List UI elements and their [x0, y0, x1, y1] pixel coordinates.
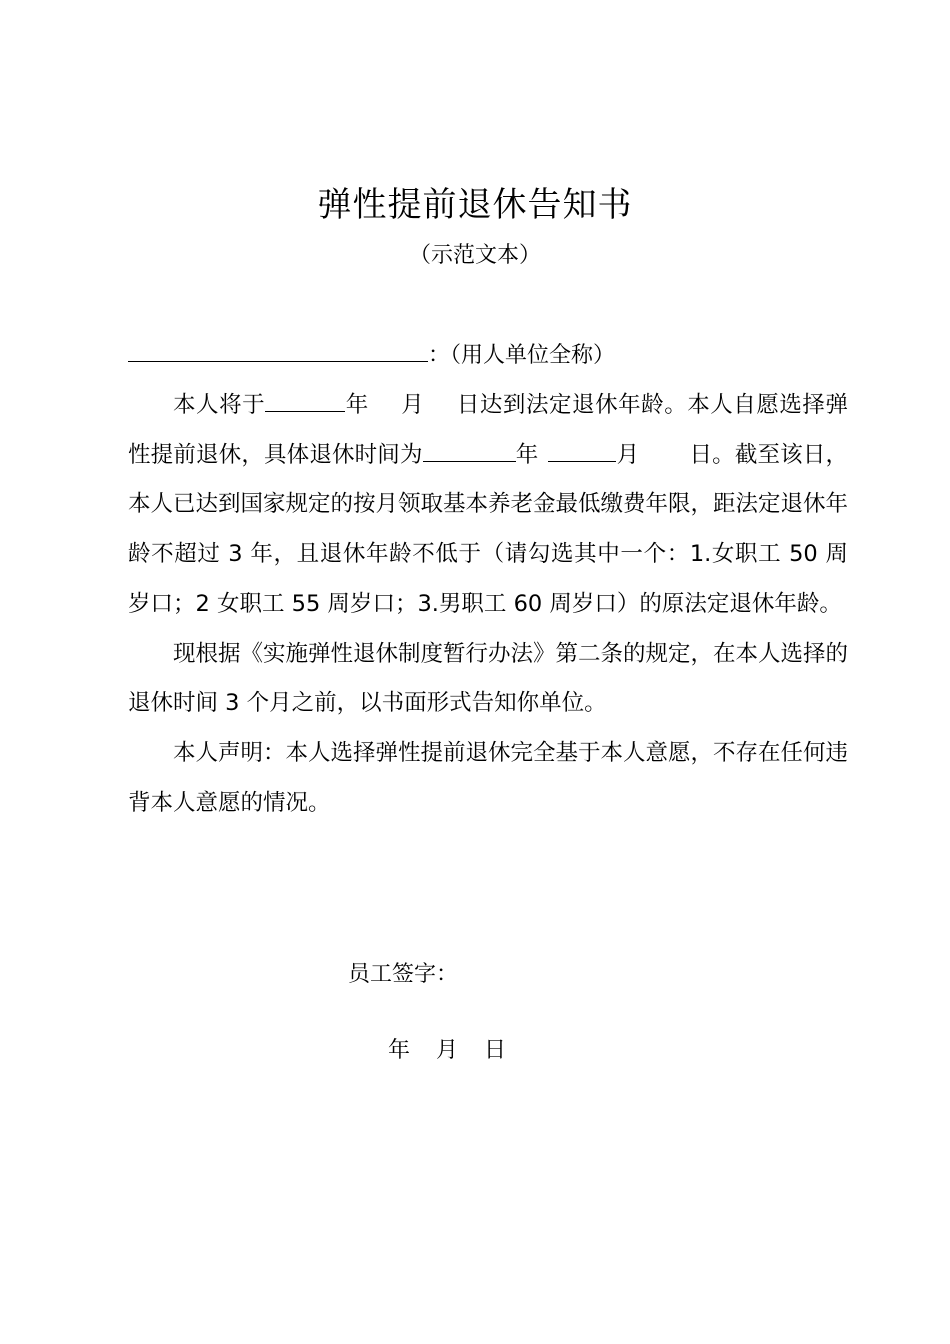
document-title: 弹性提前退休告知书	[317, 185, 633, 225]
text-segment: 日。截至该日，本人已达到国家规定的按月领取基本养老金最低缴费年限，距法定退休年龄不超过 3 年，且退休年龄不低于（请勾选其中一个：1.女职工 50 周岁	[128, 441, 849, 617]
employer-name-blank[interactable]	[128, 337, 428, 362]
document-subtitle: （示范文本）	[408, 243, 541, 268]
text-segment: ；2 女职工 55 周岁	[173, 590, 373, 617]
option-female-50-checkbox[interactable]: 口	[150, 590, 174, 617]
document-body	[128, 381, 848, 828]
option-female-55-checkbox[interactable]: 口	[372, 590, 395, 617]
paragraph-declaration: 本人声明：本人选择弹性提前退休完全基于本人意愿，不存在任何违背本人意愿的情况。	[128, 739, 849, 816]
text-segment: 本人将于	[173, 392, 266, 418]
addressee-line	[128, 337, 615, 373]
date-year: 年	[388, 1038, 411, 1063]
employee-signature-label: 员工签字：	[348, 962, 459, 987]
retire-year-blank[interactable]	[423, 437, 516, 462]
signature-date	[388, 1034, 506, 1068]
text-segment: ）的原法定退休年龄。	[616, 590, 842, 617]
text-segment: 年	[345, 392, 369, 418]
date-day: 日	[484, 1038, 507, 1063]
text-segment: 月	[400, 392, 425, 418]
legal-age-year-blank[interactable]	[265, 387, 345, 412]
paragraph-legal-basis: 现根据《实施弹性退休制度暂行办法》第二条的规定，在本人选择的退休时间 3 个月之前，以书面形式告知你单位。	[128, 640, 849, 717]
date-month: 月	[436, 1038, 459, 1063]
option-male-60-checkbox[interactable]: 口	[594, 590, 617, 617]
addressee-hint: （用人单位全称）	[450, 343, 616, 368]
paragraph-retirement-details	[128, 381, 848, 630]
text-segment: 日达到法定退休年龄。本人自愿选择弹性提前退休，具体退休时间为	[128, 392, 848, 468]
addressee-colon: ：	[428, 343, 451, 368]
text-segment: ；3.男职工 60 周岁	[394, 590, 595, 617]
retire-month-blank[interactable]	[548, 437, 616, 462]
text-segment: 年	[515, 441, 539, 468]
text-segment: 月	[616, 441, 640, 468]
